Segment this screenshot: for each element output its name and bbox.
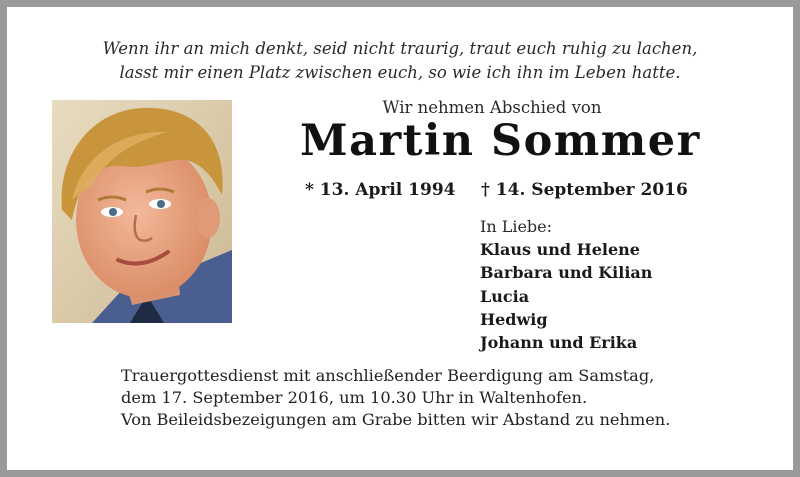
- mourner: Hedwig: [480, 309, 548, 329]
- mourner: Johann und Erika: [480, 333, 638, 353]
- mourners-intro: In Liebe:: [480, 217, 553, 236]
- service-line: Von Beileidsbezeigungen am Grabe bitten wir Abstand zu nehmen.: [121, 410, 671, 429]
- mourners-list: [480, 215, 652, 354]
- service-line: Trauergottesdienst mit anschließender Beerdigung am Samstag,: [121, 366, 655, 385]
- service-notice: [121, 365, 670, 431]
- farewell-heading: Wir nehmen Abschied von: [382, 98, 602, 117]
- verse-line: lasst mir einen Platz zwischen euch, so wie ich ihn im Leben hatte.: [119, 63, 681, 82]
- portrait-image: [52, 100, 232, 323]
- mourner: Klaus und Helene: [480, 240, 640, 260]
- birth-date: * 13. April 1994: [305, 180, 456, 200]
- death-date: † 14. September 2016: [481, 180, 688, 200]
- memorial-verse: [0, 37, 800, 85]
- deceased-name: Martin Sommer: [300, 116, 701, 166]
- portrait-photo: [52, 100, 232, 323]
- verse-line: Wenn ihr an mich denkt, seid nicht traurig, traut euch ruhig zu lachen,: [102, 39, 698, 58]
- mourner: Lucia: [480, 286, 530, 306]
- service-line: dem 17. September 2016, um 10.30 Uhr in Waltenhofen.: [121, 388, 588, 407]
- mourner: Barbara und Kilian: [480, 263, 653, 283]
